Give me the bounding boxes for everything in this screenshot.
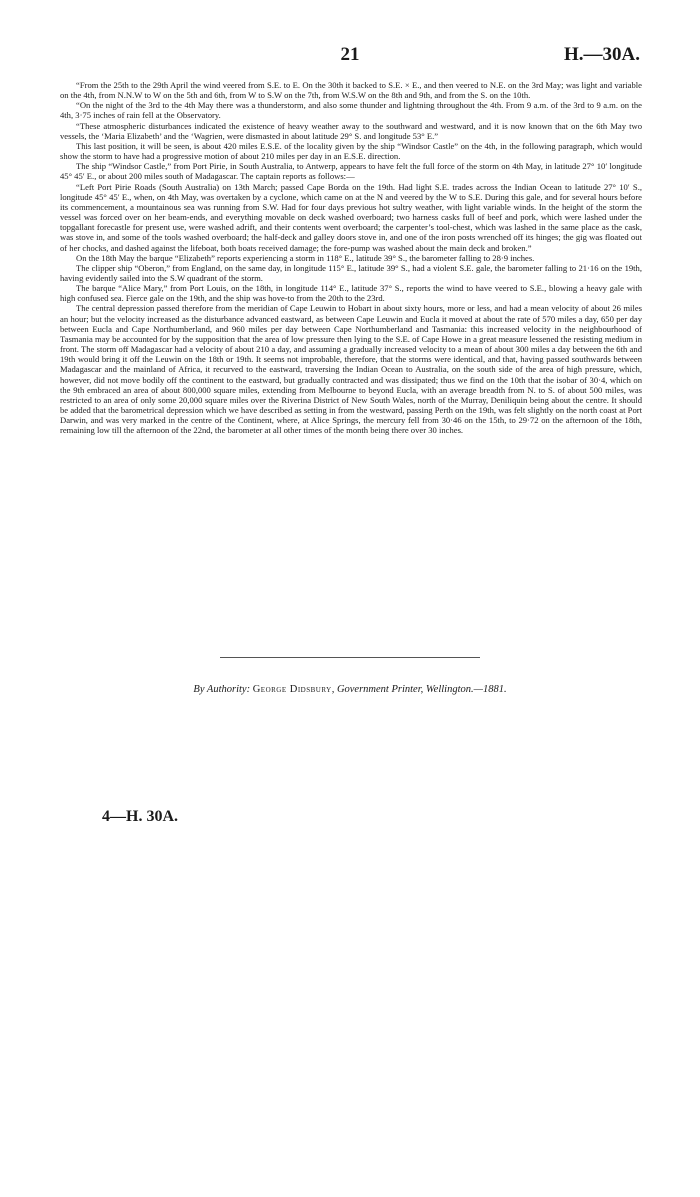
paragraph: The ship “Windsor Castle,” from Port Pirie, in South Australia, to Antwerp, appears to have felt the full force of the storm on 4th May, in latitude 27° 10′ longitude 45° 45′ E., or about 200 miles south of Madagascar. The captain reports as follows:— bbox=[60, 161, 642, 182]
paragraph: The central depression passed therefore from the meridian of Cape Leuwin to Hobart in about sixty hours, more or less, and had a mean velocity of about 26 miles an hour; but the velocity increased as the disturbance advanced eastward, as between Cape Leuwin and Eucla it moved at about the rate of 570 miles a day, 650 per day between Eucla and Cape Northumberland, and 960 miles per day between Cape Northumberland and Tasmania: this increased velocity in the neighbourhood of Tasmania may be accounted for by the supposition that the area of low pressure then lying to the S.E. of Cape Howe in a great measure lessened the resisting medium in front. The storm off Madagascar had a velocity of about 210 a day, and assuming a gradually increased velocity to a mean of about 300 miles a day between the 6th and 19th would bring it off the Leuwin on the 18th or 19th. It seems not improbable, therefore, that the storms were identical, and that, having passed southwards between Madagascar and the mainland of Africa, it recurved to the eastward, traversing the Indian Ocean to Australia, on the south side of the area of high pressure, which, however, did not move bodily off the continent to the eastward, but gradually contracted and was dissipated; thus we find on the 10th that the isobar of 30·4, which on the 9th embraced an area of about 800,000 square miles, extending from Melbourne to beyond Eucla, with an average breadth from N. to S. of about 500 miles, was restricted to an area of only some 20,000 square miles over the Riverina District of New South Wales, north of the Murray, Deniliquin being about the centre. It should be added that the barometrical depression which we have described as setting in from the westward, passing Perth on the 19th, was felt slightly on the north coast at Port Darwin, and was very marked in the centre of the Continent, where, at Alice Springs, the mercury fell from 30·46 on the 15th, to 29·72 on the afternoon of the 18th, remaining low till the afternoon of the 22nd, the barometer at all other times of the month being there over 30 inches. bbox=[60, 303, 642, 436]
page-number: 21 bbox=[340, 44, 360, 65]
printer-imprint bbox=[0, 684, 700, 695]
printer-name: George Didsbury bbox=[252, 684, 332, 695]
body-text bbox=[60, 80, 642, 435]
paragraph: The clipper ship “Oberon,” from England, on the same day, in longitude 115° E., latitude 39° S., had a violent S.E. gale, the barometer falling to 21·16 on the 19th, having evidently sailed into the S.W quadrant of the storm. bbox=[60, 262, 642, 283]
paragraph: “Left Port Pirie Roads (South Australia) on 13th March; passed Cape Borda on the 19th. Had light S.E. trades across the Indian Ocean to latitude 27° 10′ S., longitude 45° 45′ E., when, on 4th May, was overtaken by a cyclone, which came on at the N and veered by the W to S.E. During this gale, and for several hours before its commencement, a mountainous sea was running from S.W. Had for four days previous hot sultry weather, with light variable winds. In the height of the storm the vessel was forced over on her beam-ends, and everything movable on deck washed overboard; two harness casks full of beef and pork, which were lashed under the topgallant forecastle for present use, were washed adrift, and their contents went overboard; the carpenter’s tool-chest, which was lashed in the same place as the cask, was stove in, and some of the tools washed overboard; the half-deck and galley doors stove in, and one of the iron posts wrenched off its hinges; the gig was floated out of her chocks, and dashed against the lifeboat, both boats received damage; the fore-pump was washed about the main deck and broken.” bbox=[60, 181, 642, 253]
paragraph: “These atmospheric disturbances indicated the existence of heavy weather away to the southward and westward, and it is now known that on the 6th May two vessels, the ‘Maria Elizabeth’ and the ‘Wagrien, were dismasted in about latitude 29° S. and longitude 53° E.” bbox=[60, 120, 642, 141]
divider-rule bbox=[220, 657, 480, 658]
paragraph: On the 18th May the barque “Elizabeth” reports experiencing a storm in 118° E., latitude 39° S., the barometer falling to 28·9 inches. bbox=[76, 252, 535, 263]
paragraph: “From the 25th to the 29th April the wind veered from S.E. to E. On the 30th it backed to S.E. × E., and then veered to N.E. on the 3rd May; was light and variable on the 4th, from N.N.W to W on the 5th and 6th, from W to S.W on the 7th, from W.S.W on the 8th and 9th, and from the S. on the 10th. bbox=[60, 80, 642, 101]
paragraph: This last position, it will be seen, is about 420 miles E.S.E. of the locality given by the ship “Windsor Castle” on the 4th, in the following paragraph, which would show the storm to have had a progressive motion of about 210 miles per day in an E.S.E. direction. bbox=[60, 140, 642, 162]
paragraph: “On the night of the 3rd to the 4th May there was a thunderstorm, and also some thunder and lightning throughout the 4th. From 9 a.m. of the 3rd to 9 a.m. on the 4th, 3·75 inches of rain fell at the Observatory. bbox=[60, 100, 642, 121]
imprint-suffix: , Government Printer, Wellington.—1881. bbox=[331, 684, 507, 695]
page-header bbox=[60, 44, 640, 68]
paragraph: The barque “Alice Mary,” from Port Louis, on the 18th, in longitude 114° E., latitude 37° S., reports the wind to have veered to S.E., blowing a heavy gale with high confused sea. Fierce gale on the 19th, and the ship was hove-to from the 20th to the 23rd. bbox=[60, 283, 642, 304]
imprint-prefix: By Authority: bbox=[193, 684, 253, 695]
series-code: H.—30A. bbox=[564, 44, 640, 65]
signature-mark: 4—H. 30A. bbox=[102, 808, 178, 825]
